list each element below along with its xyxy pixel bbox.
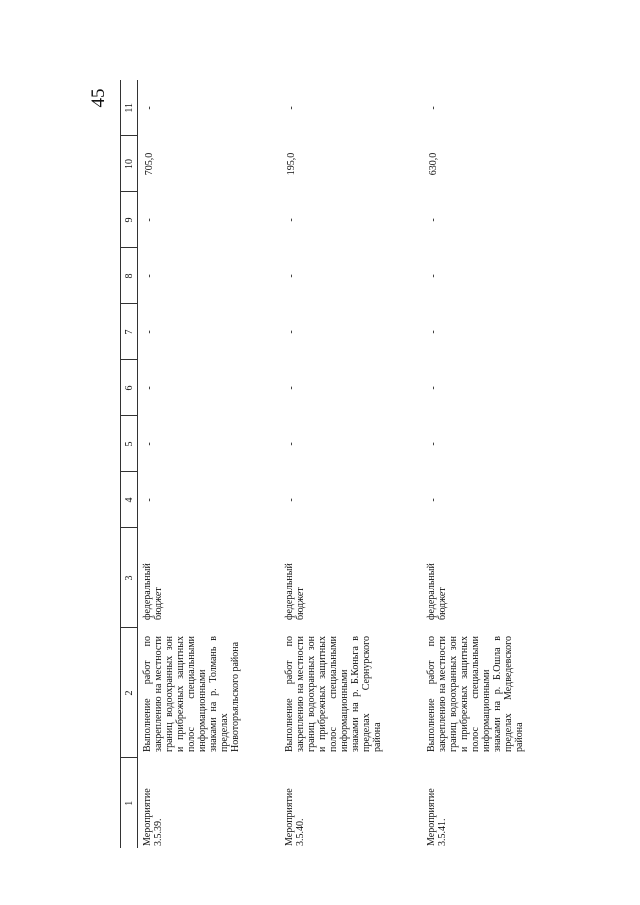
- value-cell: -: [286, 498, 297, 502]
- column-header: 6: [121, 360, 138, 416]
- event-cell: Мероприятие 3.5.41.: [426, 788, 448, 846]
- column-header: 2: [121, 628, 138, 758]
- value-cell: -: [144, 442, 155, 446]
- value-cell: -: [144, 386, 155, 390]
- value-cell: -: [428, 386, 439, 390]
- value-cell: -: [144, 498, 155, 502]
- description-cell: Выполнение работ по закреплению на местности границ водоохранных зон и прибрежных защитных полос специальными информационными знаками на р. Б.Коньга в пределах Сернурского района: [284, 636, 383, 752]
- value-cell: -: [286, 218, 297, 222]
- value-cell: -: [286, 330, 297, 334]
- table-row: [422, 80, 564, 848]
- table-header: [121, 80, 138, 848]
- value-cell: -: [428, 330, 439, 334]
- column-header: 4: [121, 472, 138, 528]
- table-row: [280, 80, 422, 848]
- value-cell: 705,0: [144, 152, 155, 176]
- value-cell: -: [286, 386, 297, 390]
- rotated-table-container: [120, 80, 600, 848]
- value-cell: -: [428, 106, 439, 110]
- value-cell: -: [286, 442, 297, 446]
- value-cell: -: [428, 218, 439, 222]
- value-cell: 630,0: [428, 152, 439, 176]
- description-cell: Выполнение работ по закреплению на местности границ водоохранных зон и прибрежных защитных полос специальными информационными знаками на р. Б.Ошла в пределах Медведевского района: [426, 636, 525, 752]
- value-cell: -: [144, 106, 155, 110]
- page-number: 45: [88, 88, 109, 108]
- value-cell: -: [144, 218, 155, 222]
- column-header: 3: [121, 528, 138, 628]
- value-cell: 195,0: [286, 152, 297, 176]
- value-cell: -: [428, 274, 439, 278]
- event-cell: Мероприятие 3.5.40.: [284, 788, 306, 846]
- event-cell: Мероприятие 3.5.39.: [142, 788, 164, 846]
- description-cell: Выполнение работ по закреплению на местности границ водоохранных зон и прибрежных защитных полос специальными информационными знаками на р. Толмань в пределах Новоторъяльского района: [142, 636, 241, 752]
- funding-source-cell: федеральный бюджет: [426, 563, 448, 620]
- value-cell: -: [428, 442, 439, 446]
- column-header: 1: [121, 758, 138, 848]
- funding-source-cell: федеральный бюджет: [142, 563, 164, 620]
- column-header: 7: [121, 304, 138, 360]
- value-cell: -: [286, 106, 297, 110]
- funding-source-cell: федеральный бюджет: [284, 563, 306, 620]
- column-header: 11: [121, 80, 138, 136]
- column-header: 10: [121, 136, 138, 192]
- column-header: 8: [121, 248, 138, 304]
- column-header: 9: [121, 192, 138, 248]
- value-cell: -: [144, 274, 155, 278]
- table-row: [138, 80, 281, 848]
- value-cell: -: [144, 330, 155, 334]
- column-header: 5: [121, 416, 138, 472]
- value-cell: -: [428, 498, 439, 502]
- header-row: [121, 80, 138, 848]
- budget-table: [120, 80, 564, 848]
- value-cell: -: [286, 274, 297, 278]
